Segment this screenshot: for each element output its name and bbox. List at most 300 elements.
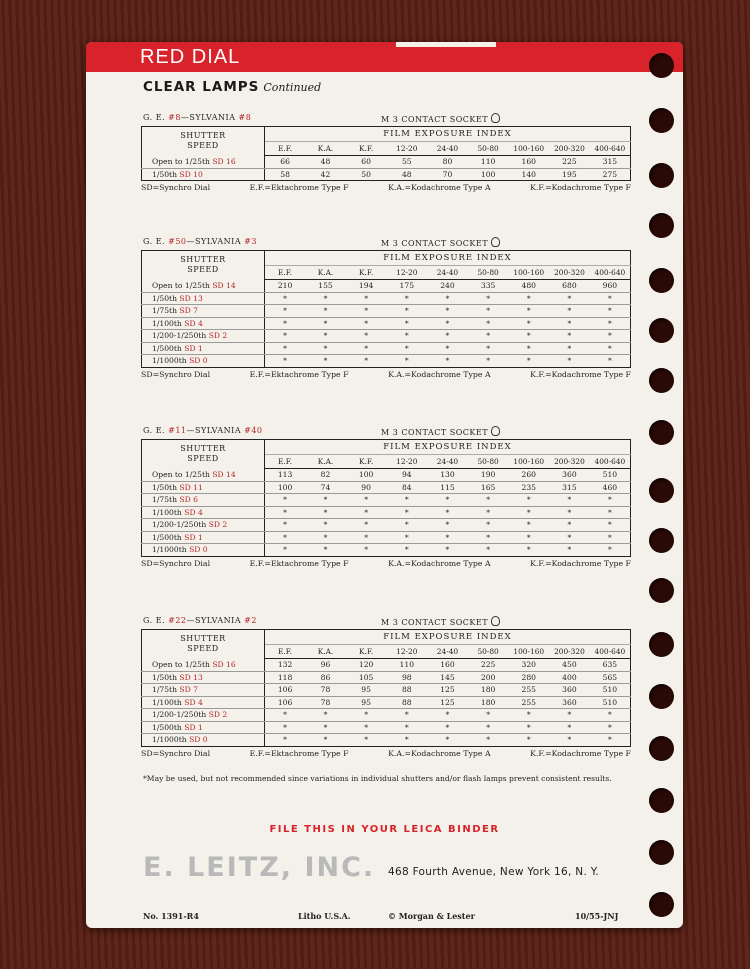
column-header: K.A. (305, 142, 346, 156)
shutter-speed-header: SHUTTER SPEED (142, 127, 265, 156)
exposure-value: 240 (427, 280, 468, 293)
table-row (142, 659, 631, 672)
lamp-header (141, 613, 631, 629)
table-row (142, 696, 631, 709)
exposure-value: * (305, 709, 346, 722)
shutter-speed-cell: 1/500th SD 1 (142, 531, 265, 544)
column-header: 100-160 (508, 142, 549, 156)
binder-hole (649, 892, 674, 917)
litho-note: Litho U.S.A. (298, 911, 351, 921)
exposure-value: * (508, 342, 549, 355)
exposure-value: 635 (590, 659, 631, 672)
lamp-designation: G. E. #22—SYLVANIA #2 (143, 616, 257, 625)
exposure-value: 460 (590, 481, 631, 494)
shutter-speed-header: SHUTTER SPEED (142, 630, 265, 659)
shutter-speed-header: SHUTTER SPEED (142, 251, 265, 280)
exposure-value: * (305, 506, 346, 519)
exposure-value: * (468, 519, 509, 532)
exposure-value: * (486, 356, 490, 366)
exposure-value: * (427, 721, 468, 734)
exposure-table (141, 250, 631, 368)
shutter-speed-cell: 1/50th SD 11 (142, 481, 265, 494)
exposure-value: * (508, 709, 549, 722)
shutter-speed-cell: Open to 1/25th SD 14 (142, 280, 265, 293)
exposure-value: 320 (508, 659, 549, 672)
bulb-icon (491, 237, 500, 247)
exposure-value: * (283, 735, 287, 745)
lamp-designation: G. E. #11—SYLVANIA #40 (143, 426, 263, 435)
exposure-value: * (590, 342, 631, 355)
exposure-value: * (346, 519, 387, 532)
exposure-value: * (283, 545, 287, 555)
form-number: No. 1391-R4 (143, 911, 199, 921)
exposure-value: 84 (386, 481, 427, 494)
column-header: 12-20 (386, 142, 427, 156)
column-header: 100-160 (508, 645, 549, 659)
exposure-value: * (346, 330, 387, 343)
exposure-value: * (404, 356, 409, 366)
exposure-value: 106 (265, 696, 306, 709)
table-row (142, 305, 631, 318)
exposure-value: * (386, 709, 427, 722)
table-row (142, 156, 631, 169)
exposure-value: 360 (549, 684, 590, 697)
exposure-value: * (486, 545, 490, 555)
film-exposure-index-header: FILM EXPOSURE INDEX (265, 440, 631, 455)
exposure-value: * (386, 721, 427, 734)
column-header: 12-20 (386, 455, 427, 469)
exposure-value: 510 (590, 469, 631, 482)
exposure-value: * (427, 494, 468, 507)
column-header: 12-20 (386, 266, 427, 280)
exposure-value: * (468, 330, 509, 343)
exposure-value: * (468, 305, 509, 318)
column-header: 400-640 (590, 645, 631, 659)
binder-hole (649, 478, 674, 503)
exposure-value: 94 (386, 469, 427, 482)
exposure-value: * (508, 292, 549, 305)
exposure-value: 66 (265, 156, 306, 169)
binder-hole (649, 736, 674, 761)
exposure-value: 88 (386, 684, 427, 697)
exposure-value: * (386, 494, 427, 507)
exposure-value: 960 (590, 280, 631, 293)
exposure-value: * (549, 519, 590, 532)
exposure-value: 100 (265, 481, 306, 494)
exposure-value: * (265, 292, 306, 305)
exposure-value: * (386, 531, 427, 544)
exposure-table (141, 629, 631, 747)
bulb-icon (491, 426, 500, 436)
reference-card (86, 42, 683, 928)
exposure-value: 130 (427, 469, 468, 482)
column-header: 400-640 (590, 142, 631, 156)
exposure-value: * (590, 292, 631, 305)
lamp-designation: G. E. #50—SYLVANIA #3 (143, 237, 257, 246)
exposure-value: 225 (549, 156, 590, 169)
column-header: K.F. (346, 645, 387, 659)
section-subtitle: Continued (263, 81, 322, 94)
exposure-value: 80 (427, 156, 468, 169)
table-row (142, 494, 631, 507)
footnote: *May be used, but not recommended since variations in individual shutters and/or flash lamps prevent consistent results. (143, 774, 612, 783)
exposure-value: * (590, 709, 631, 722)
binder-hole (649, 840, 674, 865)
table-row (142, 531, 631, 544)
exposure-value: * (386, 305, 427, 318)
exposure-value: 110 (468, 156, 509, 169)
exposure-value: * (323, 545, 328, 555)
exposure-value: * (305, 721, 346, 734)
red-banner (86, 42, 683, 72)
socket-label: M 3 CONTACT SOCKET (381, 616, 500, 627)
exposure-value: * (526, 356, 531, 366)
lamp-header (141, 234, 631, 250)
column-header: 24-40 (427, 645, 468, 659)
exposure-value: * (549, 531, 590, 544)
exposure-value: * (549, 305, 590, 318)
binder-hole (649, 684, 674, 709)
exposure-value: * (468, 494, 509, 507)
exposure-value: 235 (508, 481, 549, 494)
exposure-value: 160 (508, 156, 549, 169)
exposure-value: * (445, 545, 450, 555)
exposure-value: * (590, 506, 631, 519)
column-header: 50-80 (468, 266, 509, 280)
exposure-value: * (265, 342, 306, 355)
table-row (142, 330, 631, 343)
column-header: E.F. (265, 455, 306, 469)
abbreviation-legend: SD=Synchro Dial E.F.=Ektachrome Type F K.A.=Kodachrome Type A K.F.=Kodachrome Type F (141, 558, 631, 568)
exposure-value: * (427, 317, 468, 330)
abbreviation-legend: SD=Synchro Dial E.F.=Ektachrome Type F K.A.=Kodachrome Type A K.F.=Kodachrome Type F (141, 748, 631, 758)
column-header: 12-20 (386, 645, 427, 659)
exposure-table (141, 126, 631, 181)
column-header: 200-320 (549, 142, 590, 156)
exposure-value: * (468, 709, 509, 722)
exposure-value: * (265, 317, 306, 330)
exposure-value: * (590, 721, 631, 734)
exposure-value: * (305, 531, 346, 544)
exposure-value: 480 (508, 280, 549, 293)
exposure-value: 140 (521, 169, 537, 179)
abbreviation-legend: SD=Synchro Dial E.F.=Ektachrome Type F K.A.=Kodachrome Type A K.F.=Kodachrome Type F (141, 369, 631, 379)
exposure-value: 105 (346, 671, 387, 684)
exposure-value: * (549, 721, 590, 734)
exposure-value: 565 (590, 671, 631, 684)
exposure-value: 450 (549, 659, 590, 672)
shutter-speed-cell: 1/1000th SD 0 (142, 544, 265, 557)
exposure-value: 194 (346, 280, 387, 293)
shutter-speed-cell: Open to 1/25th SD 16 (142, 659, 265, 672)
film-exposure-index-header: FILM EXPOSURE INDEX (265, 251, 631, 266)
exposure-value: 110 (386, 659, 427, 672)
table-row (142, 342, 631, 355)
column-header: E.F. (265, 266, 306, 280)
exposure-value: 98 (386, 671, 427, 684)
exposure-value: * (508, 721, 549, 734)
exposure-value: 48 (401, 169, 412, 179)
exposure-value: * (386, 342, 427, 355)
table-row (142, 292, 631, 305)
table-row (142, 519, 631, 532)
table-row (142, 481, 631, 494)
exposure-value: * (265, 494, 306, 507)
table-row (142, 684, 631, 697)
exposure-value: * (346, 721, 387, 734)
exposure-value: 315 (590, 156, 631, 169)
table-row (142, 469, 631, 482)
film-exposure-index-header: FILM EXPOSURE INDEX (265, 127, 631, 142)
binder-hole (649, 53, 674, 78)
exposure-value: * (427, 305, 468, 318)
binder-hole (649, 318, 674, 343)
exposure-value: * (305, 330, 346, 343)
exposure-value: 255 (508, 696, 549, 709)
binder-hole (649, 163, 674, 188)
lamp-header (141, 423, 631, 439)
shutter-speed-cell: 1/75th SD 7 (142, 305, 265, 318)
exposure-value: 160 (427, 659, 468, 672)
exposure-value: * (265, 506, 306, 519)
exposure-value: * (346, 292, 387, 305)
column-header: K.A. (305, 645, 346, 659)
exposure-value: * (346, 317, 387, 330)
shutter-speed-cell: 1/100th SD 4 (142, 506, 265, 519)
table-row (142, 168, 631, 181)
exposure-value: * (346, 506, 387, 519)
column-header: K.A. (305, 455, 346, 469)
exposure-value: 360 (549, 469, 590, 482)
film-exposure-index-header: FILM EXPOSURE INDEX (265, 630, 631, 645)
exposure-value: * (427, 709, 468, 722)
lamp-designation: G. E. #8—SYLVANIA #8 (143, 113, 252, 122)
shutter-speed-cell: Open to 1/25th SD 14 (142, 469, 265, 482)
exposure-value: 70 (442, 169, 453, 179)
binder-hole (649, 108, 674, 133)
binder-hole (649, 368, 674, 393)
exposure-value: * (427, 506, 468, 519)
column-header: 400-640 (590, 455, 631, 469)
exposure-value: * (427, 330, 468, 343)
shutter-speed-cell: 1/75th SD 7 (142, 684, 265, 697)
exposure-value: * (468, 531, 509, 544)
exposure-value: * (468, 292, 509, 305)
exposure-value: 82 (305, 469, 346, 482)
table-row (142, 709, 631, 722)
exposure-value: 360 (549, 696, 590, 709)
exposure-value: * (590, 305, 631, 318)
exposure-value: 58 (280, 169, 290, 179)
binder-hole (649, 788, 674, 813)
column-header: E.F. (265, 645, 306, 659)
exposure-value: * (508, 317, 549, 330)
exposure-value: 106 (265, 684, 306, 697)
exposure-value: * (549, 330, 590, 343)
exposure-value: * (508, 506, 549, 519)
column-header: 50-80 (468, 645, 509, 659)
exposure-value: 42 (320, 169, 331, 179)
exposure-value: * (567, 735, 572, 745)
exposure-value: * (427, 342, 468, 355)
exposure-value: 510 (590, 684, 631, 697)
bulb-icon (491, 113, 500, 123)
exposure-value: * (526, 735, 531, 745)
exposure-value: * (404, 735, 409, 745)
exposure-value: 132 (265, 659, 306, 672)
exposure-value: 96 (305, 659, 346, 672)
exposure-value: 60 (346, 156, 387, 169)
binder-hole (649, 578, 674, 603)
column-header: K.F. (346, 266, 387, 280)
exposure-value: 260 (508, 469, 549, 482)
exposure-value: * (386, 292, 427, 305)
exposure-value: 400 (549, 671, 590, 684)
shutter-speed-cell: 1/1000th SD 0 (142, 734, 265, 747)
column-header: K.F. (346, 455, 387, 469)
exposure-value: * (265, 721, 306, 734)
exposure-value: 280 (508, 671, 549, 684)
shutter-speed-cell: 1/200-1/250th SD 2 (142, 519, 265, 532)
column-header: 50-80 (468, 455, 509, 469)
exposure-value: 88 (386, 696, 427, 709)
exposure-table (141, 439, 631, 557)
column-header: K.A. (305, 266, 346, 280)
exposure-value: * (346, 305, 387, 318)
copyright-note: © Morgan & Lester (388, 911, 475, 921)
exposure-value: * (283, 356, 287, 366)
exposure-value: 315 (549, 481, 590, 494)
exposure-value: * (508, 531, 549, 544)
lamp-block (141, 234, 631, 379)
exposure-value: * (427, 531, 468, 544)
column-header: 50-80 (468, 142, 509, 156)
column-header: 200-320 (549, 455, 590, 469)
exposure-value: * (364, 735, 369, 745)
exposure-value: 48 (305, 156, 346, 169)
exposure-value: 275 (602, 169, 618, 179)
socket-label: M 3 CONTACT SOCKET (381, 426, 500, 437)
exposure-value: * (265, 519, 306, 532)
exposure-value: * (468, 317, 509, 330)
exposure-value: * (549, 292, 590, 305)
exposure-value: * (404, 545, 409, 555)
exposure-value: * (427, 292, 468, 305)
exposure-value: 195 (562, 169, 577, 179)
binder-hole (649, 632, 674, 657)
socket-label: M 3 CONTACT SOCKET (381, 113, 500, 124)
shutter-speed-cell: 1/50th SD 10 (142, 168, 265, 181)
exposure-value: 190 (468, 469, 509, 482)
exposure-value: 200 (468, 671, 509, 684)
exposure-value: * (468, 721, 509, 734)
exposure-value: * (468, 342, 509, 355)
abbreviation-legend: SD=Synchro Dial E.F.=Ektachrome Type F K.A.=Kodachrome Type A K.F.=Kodachrome Type F (141, 183, 631, 192)
section-title: CLEAR LAMPS Continued (143, 79, 322, 95)
exposure-value: 255 (508, 684, 549, 697)
print-date: 10/55-JNJ (575, 911, 619, 921)
binder-hole (649, 528, 674, 553)
exposure-value: 100 (480, 169, 496, 179)
column-header: 400-640 (590, 266, 631, 280)
table-row (142, 721, 631, 734)
banner-title: RED DIAL (140, 46, 241, 68)
table-row (142, 671, 631, 684)
exposure-value: * (590, 531, 631, 544)
binder-hole (649, 213, 674, 238)
exposure-value: 120 (346, 659, 387, 672)
shutter-speed-cell: 1/500th SD 1 (142, 342, 265, 355)
exposure-value: 145 (427, 671, 468, 684)
shutter-speed-cell: 1/500th SD 1 (142, 721, 265, 734)
exposure-value: * (607, 735, 612, 745)
exposure-value: * (567, 545, 572, 555)
column-header: 24-40 (427, 142, 468, 156)
shutter-speed-cell: 1/50th SD 13 (142, 671, 265, 684)
lamp-block (141, 110, 631, 192)
exposure-value: * (386, 506, 427, 519)
exposure-value: * (364, 356, 369, 366)
exposure-value: 165 (468, 481, 509, 494)
exposure-value: * (468, 506, 509, 519)
column-header: 200-320 (549, 266, 590, 280)
column-header: 24-40 (427, 455, 468, 469)
exposure-value: 175 (386, 280, 427, 293)
shutter-speed-cell: 1/75th SD 6 (142, 494, 265, 507)
exposure-value: 95 (346, 696, 387, 709)
exposure-value: * (346, 342, 387, 355)
socket-label: M 3 CONTACT SOCKET (381, 237, 500, 248)
exposure-value: 115 (427, 481, 468, 494)
exposure-value: 95 (346, 684, 387, 697)
exposure-value: * (305, 342, 346, 355)
exposure-value: * (305, 519, 346, 532)
exposure-value: 55 (386, 156, 427, 169)
exposure-value: * (346, 531, 387, 544)
exposure-value: * (567, 356, 572, 366)
exposure-value: * (526, 545, 531, 555)
exposure-value: 680 (549, 280, 590, 293)
exposure-value: 180 (468, 696, 509, 709)
exposure-value: 78 (305, 696, 346, 709)
table-row (142, 734, 631, 747)
exposure-value: * (265, 305, 306, 318)
exposure-value: * (305, 317, 346, 330)
exposure-value: * (590, 519, 631, 532)
exposure-value: * (445, 356, 450, 366)
shutter-speed-cell: 1/100th SD 4 (142, 696, 265, 709)
exposure-value: * (305, 305, 346, 318)
binder-hole (649, 420, 674, 445)
exposure-value: * (364, 545, 369, 555)
exposure-value: * (265, 531, 306, 544)
exposure-value: * (386, 317, 427, 330)
column-header: K.F. (346, 142, 387, 156)
exposure-value: 125 (427, 696, 468, 709)
exposure-value: * (549, 709, 590, 722)
exposure-value: 510 (590, 696, 631, 709)
exposure-value: * (549, 342, 590, 355)
shutter-speed-cell: 1/100th SD 4 (142, 317, 265, 330)
exposure-value: * (386, 519, 427, 532)
table-row (142, 355, 631, 368)
exposure-value: 210 (265, 280, 306, 293)
exposure-value: * (549, 317, 590, 330)
shutter-speed-header: SHUTTER SPEED (142, 440, 265, 469)
table-row (142, 544, 631, 557)
company-name: E. LEITZ, INC. (143, 852, 376, 883)
lamp-header (141, 110, 631, 126)
